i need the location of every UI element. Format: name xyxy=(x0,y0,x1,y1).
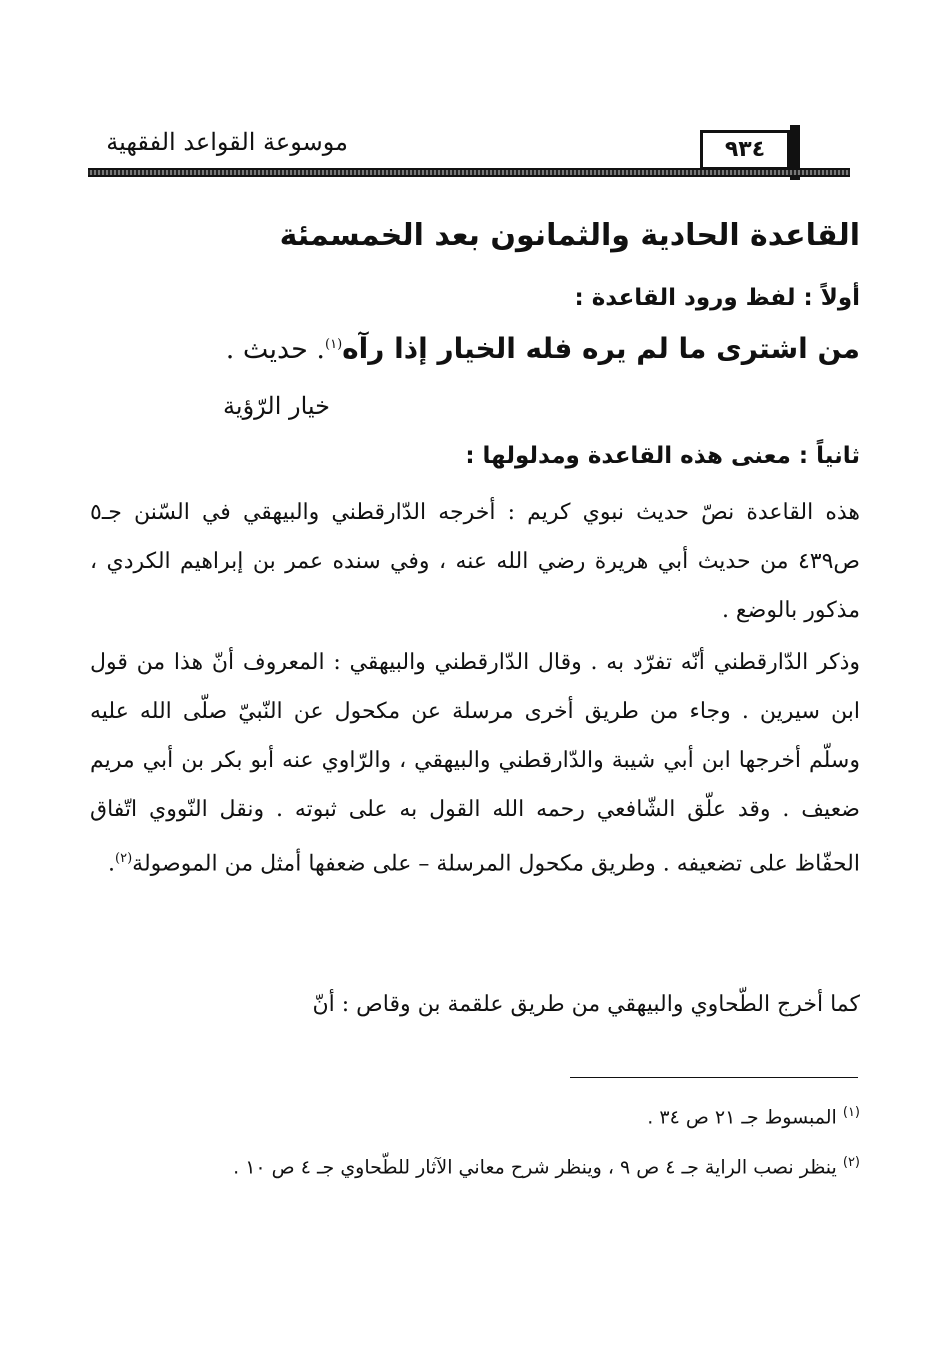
footnote-2-number: (٢) xyxy=(842,1155,860,1170)
paragraph-1: هذه القاعدة نصّ حديث نبوي كريم : أخرجه الدّارقطني والبيهقي في السّنن جـ٥ ص٤٣٩ من حديث أبي هريرة رضي الله عنه ، وفي سنده عمر بن إبراهيم الكردي ، مذكور بالوضع . xyxy=(90,500,860,623)
footnote-1 xyxy=(88,1088,860,1142)
subheading: خيار الرّؤية xyxy=(223,392,330,420)
footnote-separator xyxy=(570,1077,858,1078)
running-header-book-title: موسوعة القواعد الفقهية xyxy=(106,128,348,156)
footnote-2 xyxy=(88,1138,860,1192)
paragraph-3: كما أخرج الطّحاوي والبيهقي من طريق علقمة بن وقاص : أنّ xyxy=(312,992,860,1017)
section2-heading: ثانياً : معنى هذه القاعدة ومدلولها : xyxy=(465,443,860,469)
paragraph-2-end: . xyxy=(108,851,116,877)
page-number-box xyxy=(700,130,790,170)
hadith-text: من اشترى ما لم يره فله الخيار إذا رآه xyxy=(342,332,860,365)
page-number: ٩٣٤ xyxy=(724,137,766,162)
section1-heading: أولاً : لفظ ورود القاعدة : xyxy=(574,285,860,311)
hadith-note-ref: (١) xyxy=(325,337,343,352)
rule-title: القاعدة الحادية والثمانون بعد الخمسمئة xyxy=(279,218,860,253)
hadith-line xyxy=(90,332,860,365)
footnote-1-number: (١) xyxy=(842,1105,860,1120)
header-rule xyxy=(88,168,850,177)
paragraph-2-note-ref: (٢) xyxy=(115,851,133,866)
footnote-2-text: ينظر نصب الراية جـ ٤ ص ٩ ، وينظر شرح معاني الآثار للطّحاوي جـ ٤ ص ١٠ . xyxy=(233,1156,837,1179)
paragraph-2-text: وذكر الدّارقطني أنّه تفرّد به . وقال الدّارقطني والبيهقي : المعروف أنّ هذا من قول ابن سيرين . وجاء من طريق أخرى مرسلة عن مكحول عن النّبيّ صلّى الله عليه وسلّم أخرجها ابن أبي شيبة والدّارقطني والبيهقي ، والرّاوي عنه أبو بكر بن أبي مريم ضعيف . وقد علّق الشّافعي رحمه الله القول به على ثبوته . ونقل النّووي اتّفاق الحفّاظ على تضعيفه . وطريق مكحول المرسلة – على ضعفها أمثل من الموصولة xyxy=(90,650,860,877)
hadith-suffix: . حديث . xyxy=(225,334,325,365)
footnote-1-text: المبسوط جـ ٢١ ص ٣٤ . xyxy=(647,1106,837,1129)
paragraph-2 xyxy=(90,638,860,888)
